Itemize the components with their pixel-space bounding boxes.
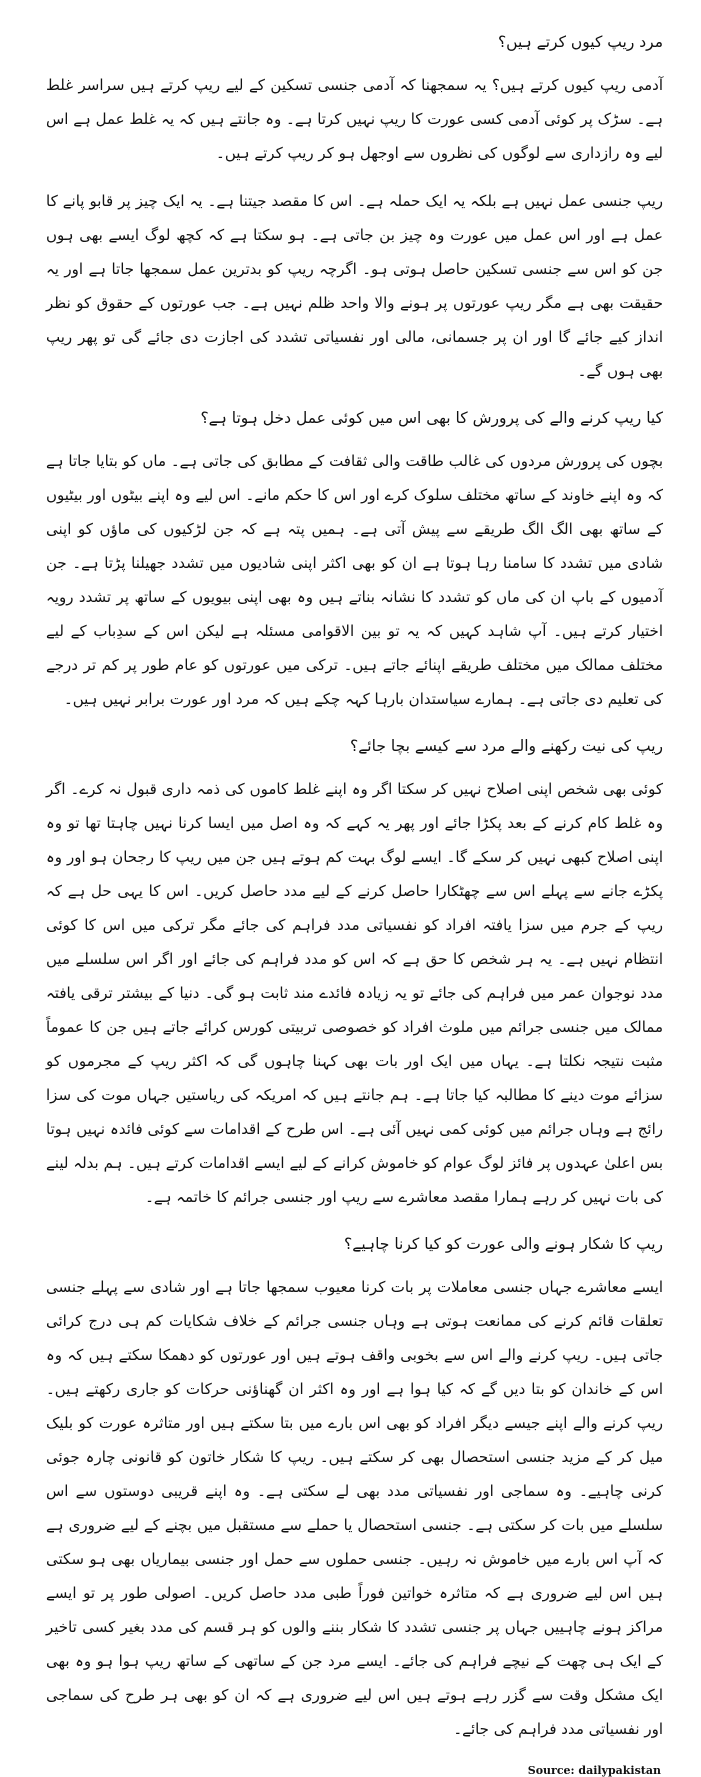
source-credit: Source: dailypakistan (527, 1764, 661, 1777)
paragraph: بچوں کی پرورش مردوں کی غالب طاقت والی ثقافت کے مطابق کی جاتی ہے۔ ماں کو بتایا جاتا ہے کہ وہ اپنے خاوند کے ساتھ مختلف سلوک کرے اور اس کا حکم مانے۔ اس لیے وہ اپنے بیٹوں اور بیٹیوں کے ساتھ بھی الگ الگ طریقے سے پیش آتی ہے۔ ہمیں پتہ ہے کہ جن لڑکیوں کی ماؤں کو اپنی شادی میں تشدد کا سامنا رہا ہوتا ہے ان کو بھی اکثر اپنی شادیوں میں تشدد جھیلنا پڑتا ہے۔ جن آدمیوں کے باپ ان کی ماں کو تشدد کا نشانہ بناتے ہیں وہ بھی اپنی بیویوں کے ساتھ پر تشدد رویہ اختیار کرتے ہیں۔ آپ شاہد کہیں کہ یہ تو بین الاقوامی مسئلہ ہے لیکن اس کے سدِباب کے لیے مختلف ممالک میں مختلف طریقے اپنائے جاتے ہیں۔ ترکی میں عورتوں کو عام طور پر کم تر درجے کی تعلیم دی جاتی ہے۔ ہمارے سیاستدان بارہا کہہ چکے ہیں کہ مرد اور عورت برابر نہیں ہیں۔ (46, 452, 663, 708)
section-upbringing (46, 402, 663, 716)
section-heading: کیا ریپ کرنے والے کی پرورش کا بھی اس میں کوئی عمل دخل ہوتا ہے؟ (200, 409, 663, 427)
paragraph: ایسے معاشرے جہاں جنسی معاملات پر بات کرنا معیوب سمجھا جاتا ہے اور شادی سے پہلے جنسی تعلقات قائم کرنے کی ممانعت ہوتی ہے وہاں جنسی جرائم کے خلاف شکایات کم ہی درج کرائی جاتی ہیں۔ ریپ کرنے والے اس سے بخوبی واقف ہوتے ہیں اور عورتوں کو دھمکا سکتے ہیں کہ وہ اس کے خاندان کو بتا دیں گے کہ کیا ہوا ہے اور وہ اکثر ان گھناؤنی حرکات کو جاری رکھتے ہیں۔ ریپ کرنے والے اپنے جیسے دیگر افراد کو بھی اس بارے میں بتا سکتے ہیں اور متاثرہ عورت کو بلیک میل کر کے مزید جنسی استحصال بھی کر سکتے ہیں۔ ریپ کا شکار خاتون کو قانونی چارہ جوئی کرنی چاہیے۔ وہ سماجی اور نفسیاتی مدد بھی لے سکتی ہے۔ وہ اپنے قریبی دوستوں سے اس سلسلے میں بات کر سکتی ہے۔ جنسی استحصال یا حملے سے مستقبل میں بچنے کے لیے ضروری ہے کہ آپ اس بارے میں خاموش نہ رہیں۔ جنسی حملوں سے حمل اور جنسی بیماریاں بھی ہو سکتی ہیں اس لیے ضروری ہے کہ متاثرہ خواتین فوراً طبی مدد حاصل کریں۔ اصولی طور پر تو ایسے مراکز ہونے چاہییں جہاں پر جنسی تشدد کا شکار بننے والوں کو ہر قسم کی مدد بغیر کسی تاخیر کے ایک ہی چھت کے نیچے فراہم کی جائے۔ ایسے مرد جن کے ساتھی کے ساتھ ریپ ہوا ہو وہ بھی ایک مشکل وقت سے گزر رہے ہوتے ہیں اس لیے ضروری ہے کہ ان کو بھی ہر طرح کی سماجی اور نفسیاتی مدد فراہم کی جائے۔ (46, 1278, 663, 1738)
section-victim-guidance (46, 1228, 663, 1746)
paragraph: ریپ جنسی عمل نہیں ہے بلکہ یہ ایک حملہ ہے۔ اس کا مقصد جیتنا ہے۔ یہ ایک چیز پر قابو پانے کا عمل ہے اور اس عمل میں عورت وہ چیز بن جاتی ہے۔ ہو سکتا ہے کہ کچھ لوگ ایسے بھی ہوں جن کو اس سے جنسی تسکین حاصل ہوتی ہو۔ اگرچہ ریپ کو بدترین عمل سمجھا جاتا ہے اور یہ حقیقت بھی ہے مگر ریپ عورتوں پر ہونے والا واحد ظلم نہیں ہے۔ جب عورتوں کے حقوق کو نظر انداز کیے جائے گا اور ان پر جسمانی، مالی اور نفسیاتی تشدد کی اجازت دی جائے گی تو پھر ریپ بھی ہوں گے۔ (46, 192, 663, 380)
section-prevention (46, 730, 663, 1214)
section-heading: ریپ کا شکار ہونے والی عورت کو کیا کرنا چاہیے؟ (344, 1235, 663, 1253)
section-heading: ریپ کی نیت رکھنے والے مرد سے کیسے بچا جائے؟ (350, 737, 663, 755)
paragraph: آدمی ریپ کیوں کرتے ہیں؟ یہ سمجھنا کہ آدمی جنسی تسکین کے لیے ریپ کرتے ہیں سراسر غلط ہے۔ سڑک پر کوئی آدمی کسی عورت کا ریپ نہیں کرتا ہے۔ وہ جانتے ہیں کہ یہ غلط عمل ہے اس لیے وہ رازداری سے لوگوں کی نظروں سے اوجھل ہو کر ریپ کرتے ہیں۔ (46, 76, 663, 162)
section-heading: مرد ریپ کیوں کرتے ہیں؟ (497, 33, 663, 51)
section-why-men-rape (46, 26, 663, 388)
paragraph: کوئی بھی شخص اپنی اصلاح نہیں کر سکتا اگر وہ اپنے غلط کاموں کی ذمہ داری قبول نہ کرے۔ اگر وہ غلط کام کرنے کے بعد پکڑا جائے اور پھر یہ کہے کہ وہ اصل میں ایسا کرنا نہیں چاہتا تھا تو وہ اپنی اصلاح کبھی نہیں کر سکے گا۔ ایسے لوگ بہت کم ہوتے ہیں جن میں ریپ کا رجحان ہو اور وہ پکڑے جانے سے پہلے اس سے چھٹکارا حاصل کرنے کے لیے مدد حاصل کریں۔ اس کا یہی حل ہے کہ ریپ کے جرم میں سزا یافتہ افراد کو نفسیاتی مدد فراہم کی جائے مگر ترکی میں اس کا کوئی انتظام نہیں ہے۔ یہ ہر شخص کا حق ہے کہ اس کو مدد فراہم کی جائے اور اگر اس سلسلے میں مدد نوجوان عمر میں فراہم کی جائے تو یہ زیادہ فائدے مند ثابت ہو گی۔ دنیا کے بیشتر ترقی یافتہ ممالک میں جنسی جرائم میں ملوث افراد کو خصوصی تربیتی کورس کرائے جاتے ہیں جن کا عموماً مثبت نتیجہ نکلتا ہے۔ یہاں میں ایک اور بات بھی کہنا چاہوں گی کہ اکثر ریپ کے مجرموں کو سزائے موت دینے کا مطالبہ کیا جاتا ہے۔ ہم جانتے ہیں کہ امریکہ کی ریاستیں جہاں موت کی سزا رائج ہے وہاں جرائم میں کوئی کمی نہیں آئی ہے۔ اس طرح کے اقدامات سے کوئی فائدہ نہیں ہوتا بس اعلیٰ عہدوں پر فائز لوگ عوام کو خاموش کرانے کے لیے ایسے اقدامات کرتے ہیں۔ ہم بدلہ لینے کی بات نہیں کر رہے ہمارا مقصد معاشرے سے ریپ اور جنسی جرائم کا خاتمہ ہے۔ (46, 780, 663, 1206)
